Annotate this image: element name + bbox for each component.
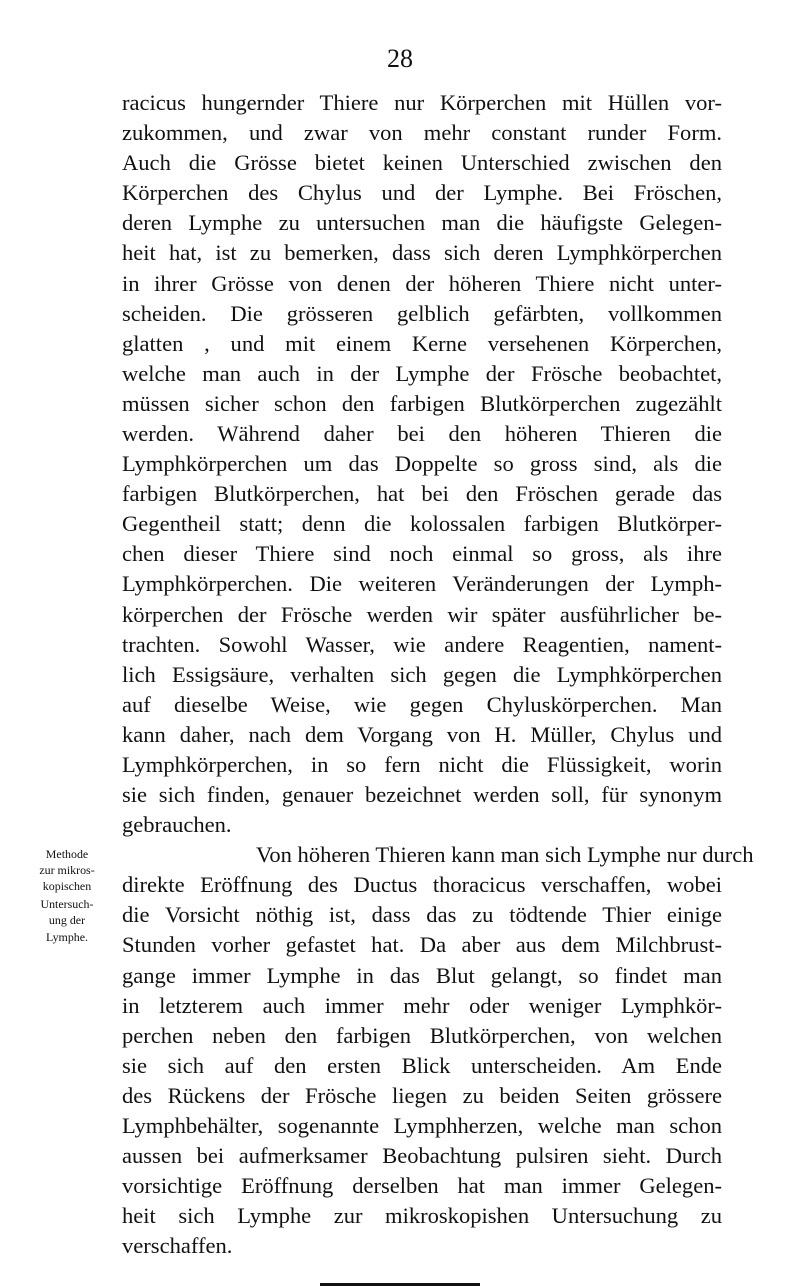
text-line: Von höheren Thieren kann man sich Lymphe nur durch <box>256 842 754 868</box>
text-line: perchen neben den farbigen Blutkörperchen, von welchen <box>122 1022 722 1048</box>
page-number: 28 <box>387 44 413 73</box>
margin-note-line: zur mikros- <box>39 863 95 878</box>
text-line: werden. Während daher bei den höheren Thieren die <box>122 420 722 446</box>
closing-rule <box>320 1283 480 1286</box>
text-line: kann daher, nach dem Vorgang von H. Müller, Chylus und <box>122 721 722 747</box>
margin-note-line: kopischen <box>42 879 92 894</box>
text-line: heit hat, ist zu bemerken, dass sich deren Lymphkörperchen <box>122 240 722 266</box>
margin-note-line: Untersuch- <box>40 896 94 911</box>
text-line: körperchen der Frösche werden wir später ausführlicher be- <box>122 601 722 627</box>
text-line: aussen bei aufmerksamer Beobachtung pulsiren sieht. Durch <box>122 1143 722 1169</box>
text-line: Auch die Grösse bietet keinen Unterschied zwischen den <box>122 150 722 176</box>
text-line: müssen sicher schon den farbigen Blutkörperchen zugezählt <box>122 390 722 416</box>
text-line: Lymphkörperchen, in so fern nicht die Flüssigkeit, worin <box>122 751 722 777</box>
margin-note-line: Lymphe. <box>45 930 89 945</box>
text-line: racicus hungernder Thiere nur Körperchen mit Hüllen vor- <box>122 90 722 115</box>
text-line: sie sich auf den ersten Blick unterscheiden. Am Ende <box>122 1052 722 1078</box>
text-line: zukommen, und zwar von mehr constant runder Form. <box>122 120 722 146</box>
text-line: auf dieselbe Weise, wie gegen Chyluskörperchen. Man <box>122 691 722 717</box>
text-line: sie sich finden, genauer bezeichnet werden soll, für synonym <box>122 782 722 808</box>
text-line: in letzterem auch immer mehr oder weniger Lymphkör- <box>122 992 722 1018</box>
margin-note-line: Methode <box>45 847 89 862</box>
text-line: in ihrer Grösse von denen der höheren Thiere nicht unter- <box>122 270 722 296</box>
text-line: trachten. Sowohl Wasser, wie andere Reagentien, nament- <box>122 631 722 657</box>
text-line: glatten , und mit einem Kerne versehenen Körperchen, <box>122 330 722 356</box>
text-line: die Vorsicht nöthig ist, dass das zu tödtende Thier einige <box>122 902 722 928</box>
text-line: des Rückens der Frösche liegen zu beiden Seiten grössere <box>122 1082 722 1108</box>
text-line: Lymphkörperchen. Die weiteren Veränderungen der Lymph- <box>122 571 722 597</box>
text-line: deren Lymphe zu untersuchen man die häufigste Gelegen- <box>122 210 722 236</box>
text-line: direkte Eröffnung des Ductus thoracicus verschaffen, wobei <box>122 872 722 898</box>
text-line: scheiden. Die grösseren gelblich gefärbten, vollkommen <box>122 300 722 326</box>
text-line: gange immer Lymphe in das Blut gelangt, so findet man <box>122 962 722 988</box>
text-line: heit sich Lymphe zur mikroskopishen Untersuchung zu <box>122 1203 722 1229</box>
text-line: lich Essigsäure, verhalten sich gegen die Lymphkörperchen <box>122 661 722 687</box>
text-line: welche man auch in der Lymphe der Frösche beobachtet, <box>122 360 722 386</box>
text-line: Gegentheil statt; denn die kolossalen farbigen Blutkörper- <box>122 511 722 537</box>
text-line: Lymphbehälter, sogenannte Lymphherzen, welche man schon <box>122 1113 722 1138</box>
text-line: chen dieser Thiere sind noch einmal so gross, als ihre <box>122 541 722 567</box>
text-line: Körperchen des Chylus und der Lymphe. Bei Fröschen, <box>122 180 722 206</box>
text-line: farbigen Blutkörperchen, hat bei den Fröschen gerade das <box>122 481 722 507</box>
text-line: Stunden vorher gefastet hat. Da aber aus dem Milchbrust- <box>122 932 722 958</box>
text-line: vorsichtige Eröffnung derselben hat man immer Gelegen- <box>122 1173 722 1199</box>
text-line: gebrauchen. <box>122 812 232 838</box>
text-line: Lymphkörperchen um das Doppelte so gross sind, als die <box>122 451 722 477</box>
margin-note-line: ung der <box>48 912 86 927</box>
text-line: verschaffen. <box>122 1233 233 1259</box>
